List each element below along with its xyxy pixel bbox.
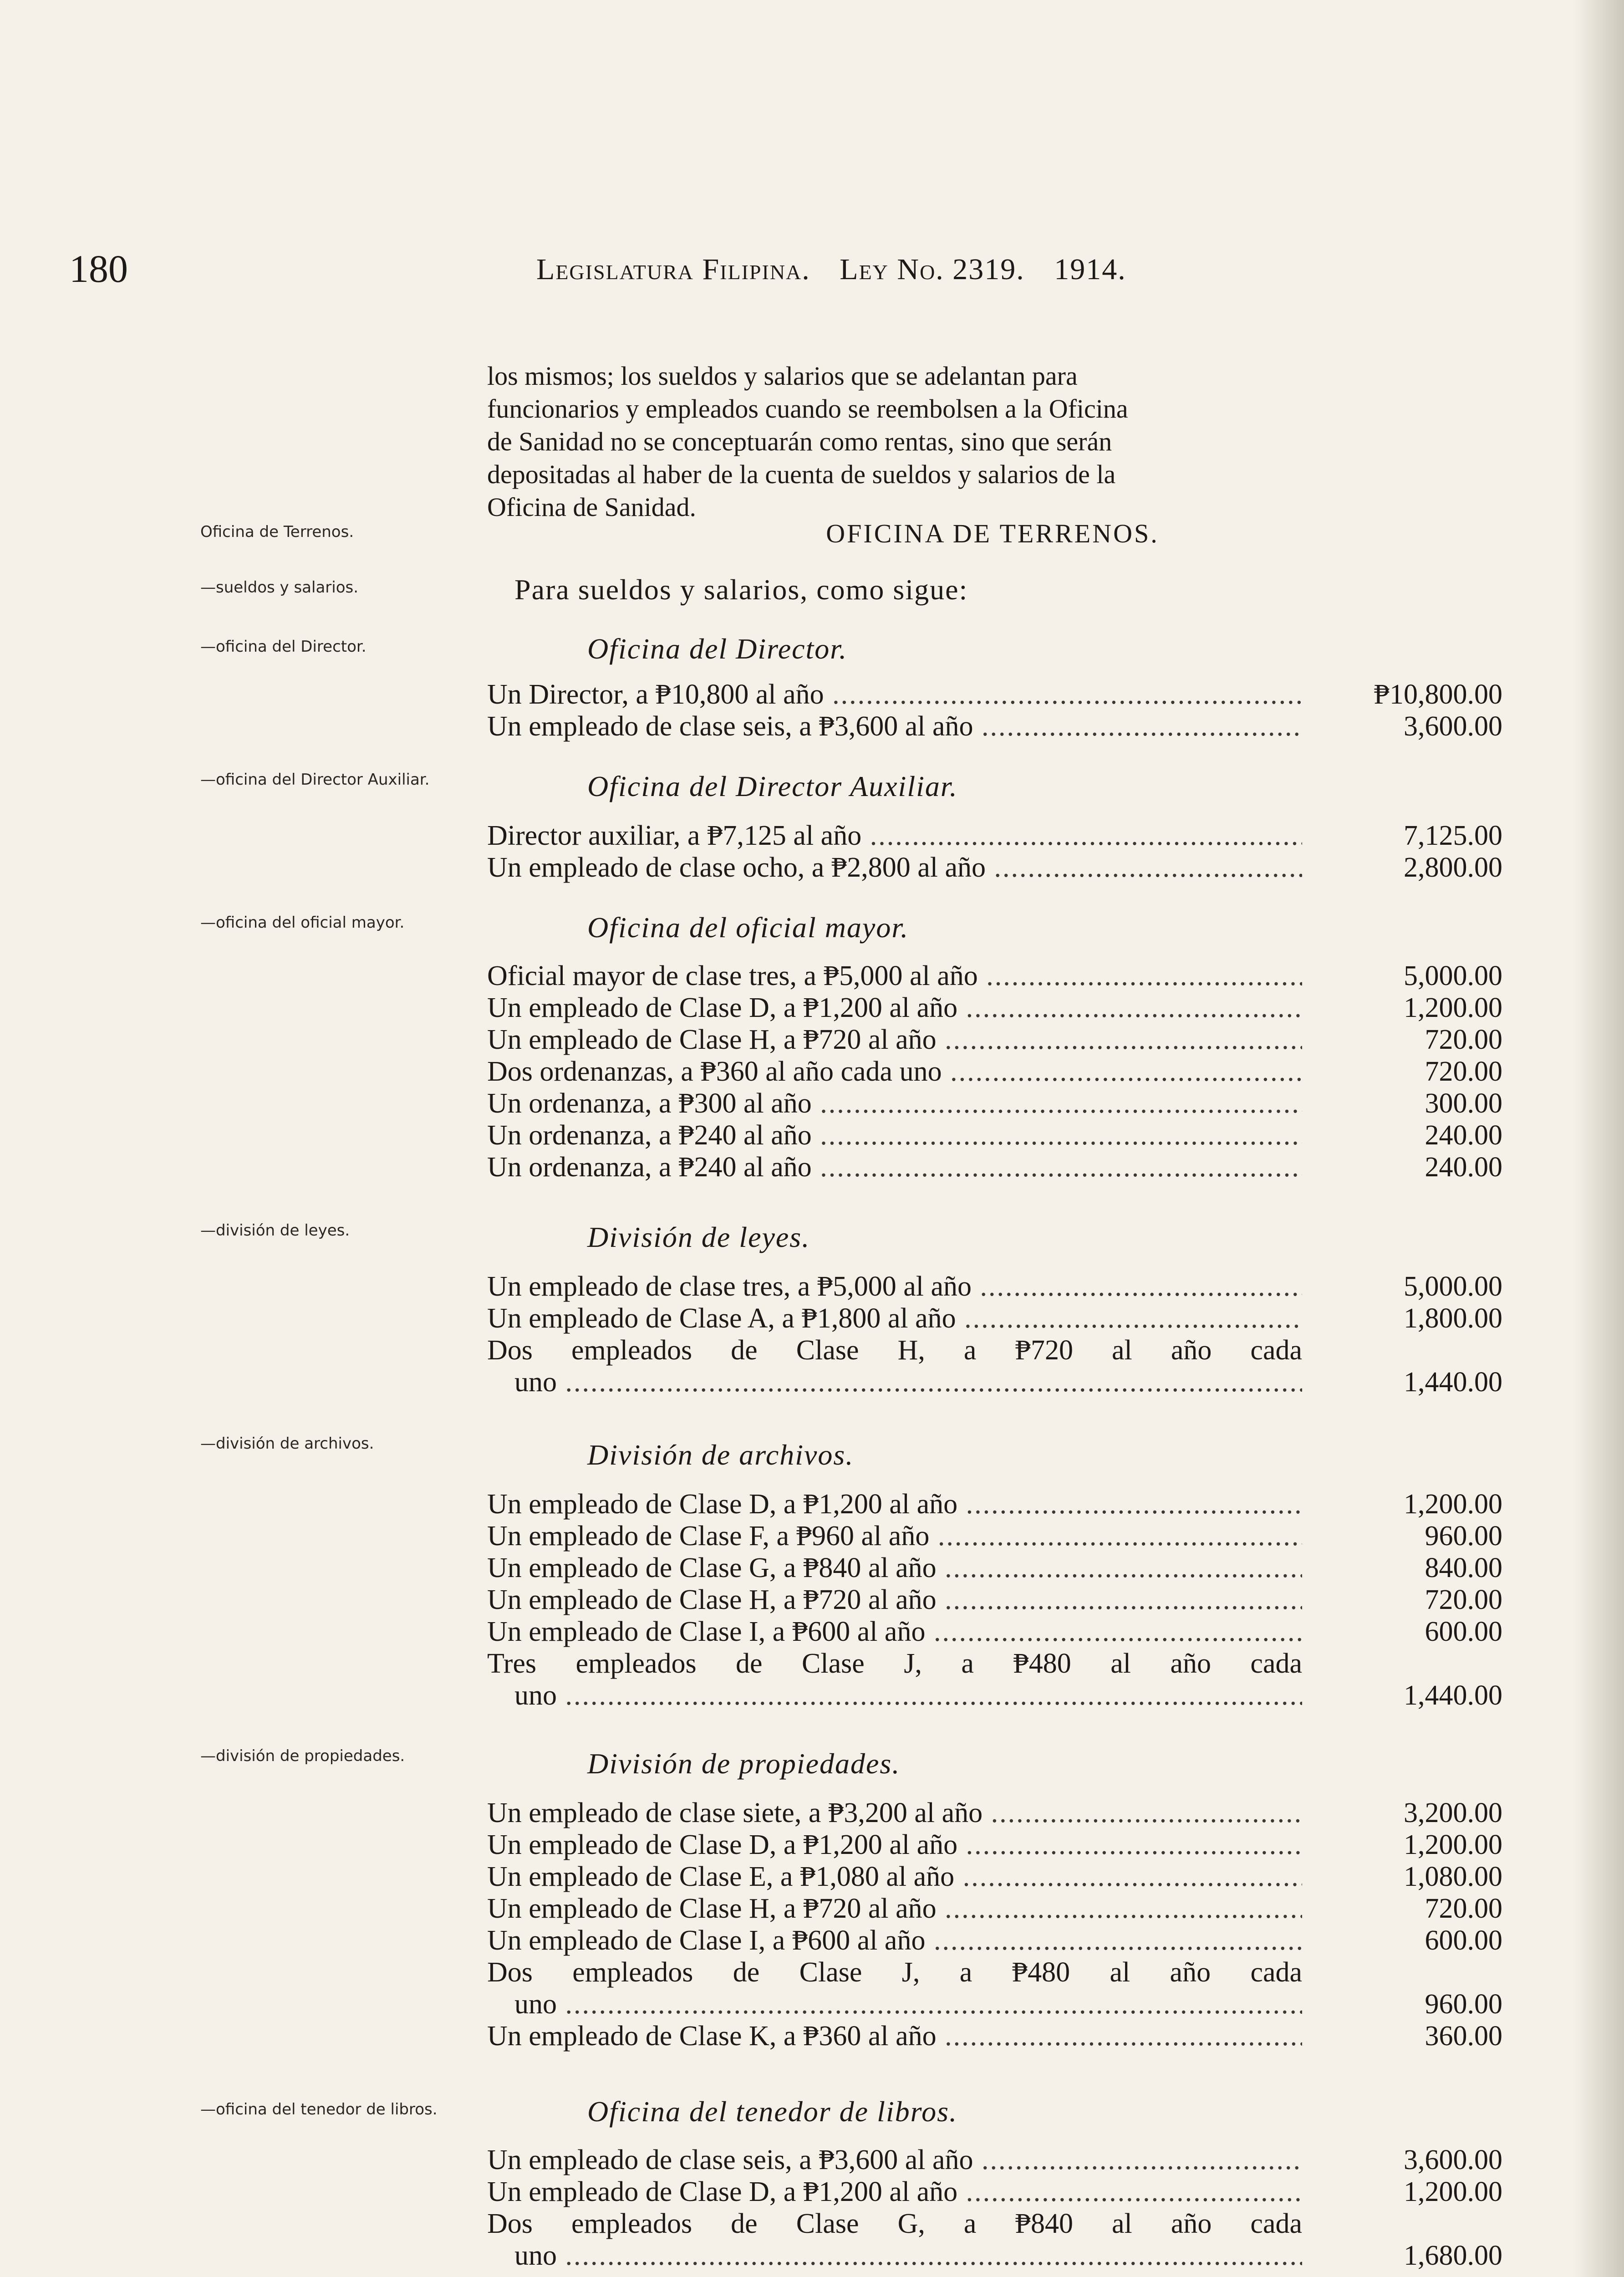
row-amount: 840.00	[1425, 1552, 1502, 1583]
row-description: Un empleado de Clase A, a ₱1,800 al año .....	[487, 1302, 1302, 1334]
row-description: Un ordenanza, a ₱240 al año .....	[487, 1151, 1302, 1183]
row-description: Dos empleados de Clase J, a ₱480 al año cada	[487, 1957, 1302, 1988]
row-amount: 3,600.00	[1404, 2144, 1502, 2175]
row-amount: 1,680.00	[1404, 2240, 1502, 2271]
subsection-title: División de archivos.	[587, 1439, 854, 1471]
table-row	[487, 2144, 1502, 2176]
table-row	[487, 1829, 1502, 1861]
margin-note-oficial-mayor: —oficina del oficial mayor.	[200, 914, 405, 932]
row-amount: 240.00	[1425, 1120, 1502, 1151]
row-amount: 3,200.00	[1404, 1797, 1502, 1828]
row-amount: 960.00	[1425, 1521, 1502, 1552]
intro-line: funcionarios y empleados cuando se reembolsen a la Oficina	[487, 394, 1128, 424]
row-amount: 960.00	[1425, 1989, 1502, 2020]
row-description: Un empleado de Clase D, a ₱1,200 al año .....	[487, 992, 1302, 1024]
row-description: Un empleado de Clase F, a ₱960 al año .....	[487, 1520, 1302, 1552]
row-amount: 1,200.00	[1404, 2176, 1502, 2207]
intro-paragraph	[487, 360, 1498, 524]
intro-line: depositadas al haber de la cuenta de sueldos y salarios de la	[487, 459, 1116, 489]
table-row	[487, 1119, 1502, 1151]
row-amount: 1,440.00	[1404, 1680, 1502, 1711]
table-row	[487, 1302, 1502, 1334]
row-amount: 600.00	[1425, 1925, 1502, 1956]
year: 1914.	[1054, 253, 1126, 286]
row-amount: 720.00	[1425, 1893, 1502, 1924]
table-row	[487, 992, 1502, 1024]
row-description: Un empleado de Clase E, a ₱1,080 al año .....	[487, 1861, 1302, 1893]
row-description: Un empleado de Clase I, a ₱600 al año .....	[487, 1616, 1302, 1648]
margin-note-archivos: —división de archivos.	[200, 1435, 374, 1453]
table-row	[487, 2176, 1502, 2208]
row-amount: 600.00	[1425, 1616, 1502, 1647]
page-edge-shadow	[1574, 0, 1624, 2277]
row-description-continued: uno .....	[514, 1680, 1302, 1711]
table-row	[487, 1024, 1502, 1056]
row-amount: ₱10,800.00	[1374, 679, 1502, 710]
row-description-continued: uno .....	[514, 1366, 1302, 1398]
running-title	[536, 252, 1147, 287]
table-row	[487, 1797, 1502, 1829]
row-description: Un empleado de Clase D, a ₱1,200 al año .....	[487, 1488, 1302, 1520]
row-amount: 1,080.00	[1404, 1861, 1502, 1892]
row-amount: 3,600.00	[1404, 711, 1502, 742]
row-description: Dos empleados de Clase G, a ₱840 al año cada	[487, 2208, 1302, 2239]
subsection-title: Oficina del Director.	[587, 633, 848, 665]
row-description: Un empleado de Clase H, a ₱720 al año .....	[487, 1893, 1302, 1925]
margin-note-director-auxiliar: —oficina del Director Auxiliar.	[200, 771, 430, 789]
row-description: Dos empleados de Clase H, a ₱720 al año cada	[487, 1335, 1302, 1366]
subsection-title: Oficina del tenedor de libros.	[587, 2095, 958, 2128]
table-row	[487, 1334, 1502, 1398]
row-amount: 1,800.00	[1404, 1303, 1502, 1334]
row-description: Un empleado de clase seis, a ₱3,600 al año .....	[487, 2144, 1302, 2176]
row-description-continued: uno .....	[514, 1988, 1302, 2020]
intro-line: de Sanidad no se conceptuarán como rentas, sino que serán	[487, 427, 1112, 456]
margin-note-propiedades: —división de propiedades.	[200, 1747, 405, 1765]
row-description: Un empleado de Clase D, a ₱1,200 al año .....	[487, 2176, 1302, 2208]
table-row	[487, 1271, 1502, 1302]
row-description: Un empleado de Clase H, a ₱720 al año .....	[487, 1584, 1302, 1616]
row-amount: 1,200.00	[1404, 1489, 1502, 1520]
table-row	[487, 852, 1502, 883]
row-amount: 1,200.00	[1404, 1829, 1502, 1860]
row-description: Un empleado de Clase H, a ₱720 al año .....	[487, 1024, 1302, 1056]
table-row	[487, 679, 1502, 710]
table-row	[487, 2208, 1502, 2272]
row-amount: 1,200.00	[1404, 992, 1502, 1023]
para-sueldos: Para sueldos y salarios, como sigue:	[514, 573, 968, 606]
table-row	[487, 1616, 1502, 1648]
row-amount: 720.00	[1425, 1024, 1502, 1055]
row-description: Un empleado de clase seis, a ₱3,600 al año .....	[487, 710, 1302, 742]
row-description: Un empleado de Clase G, a ₱840 al año .....	[487, 1552, 1302, 1584]
row-description: Un empleado de Clase I, a ₱600 al año .....	[487, 1925, 1302, 1956]
subsection-title: Oficina del oficial mayor.	[587, 911, 909, 944]
row-amount: 5,000.00	[1404, 960, 1502, 991]
table-row	[487, 820, 1502, 852]
margin-note-director: —oficina del Director.	[200, 638, 367, 656]
table-row	[487, 710, 1502, 742]
table-row	[487, 1056, 1502, 1087]
table-row	[487, 960, 1502, 992]
row-description: Un empleado de Clase K, a ₱360 al año .....	[487, 2020, 1302, 2052]
table-row	[487, 1584, 1502, 1616]
table-row	[487, 2020, 1502, 2052]
table-row	[487, 1552, 1502, 1584]
margin-note-leyes: —división de leyes.	[200, 1221, 350, 1240]
table-row	[487, 1087, 1502, 1119]
row-amount: 720.00	[1425, 1056, 1502, 1087]
table-row	[487, 1893, 1502, 1925]
margin-note-tenedor: —oficina del tenedor de libros.	[200, 2100, 438, 2119]
row-amount: 720.00	[1425, 1584, 1502, 1615]
row-description: Un Director, a ₱10,800 al año .....	[487, 679, 1302, 710]
law-number: Ley No. 2319.	[840, 253, 1025, 286]
row-description: Oficial mayor de clase tres, a ₱5,000 al año .....	[487, 960, 1302, 992]
intro-line: Oficina de Sanidad.	[487, 492, 697, 522]
table-row	[487, 1648, 1502, 1711]
subsection-title: División de leyes.	[587, 1221, 810, 1253]
row-amount: 1,440.00	[1404, 1367, 1502, 1398]
row-amount: 5,000.00	[1404, 1271, 1502, 1302]
row-amount: 300.00	[1425, 1088, 1502, 1119]
legislature-title: Legislatura Filipina.	[536, 253, 810, 286]
row-description: Un ordenanza, a ₱300 al año .....	[487, 1087, 1302, 1119]
row-amount: 2,800.00	[1404, 852, 1502, 883]
table-row	[487, 1956, 1502, 2020]
table-row	[487, 1488, 1502, 1520]
page-number: 180	[69, 247, 128, 291]
intro-line: los mismos; los sueldos y salarios que se adelantan para	[487, 361, 1078, 391]
subsection-title: División de propiedades.	[587, 1747, 901, 1780]
margin-note-sueldos: —sueldos y salarios.	[200, 578, 359, 597]
row-description: Un empleado de clase siete, a ₱3,200 al año .....	[487, 1797, 1302, 1829]
row-description: Un empleado de clase ocho, a ₱2,800 al año .....	[487, 852, 1302, 883]
row-description: Tres empleados de Clase J, a ₱480 al año cada	[487, 1648, 1302, 1679]
row-description: Director auxiliar, a ₱7,125 al año .....	[487, 820, 1302, 852]
row-description-continued: uno .....	[514, 2240, 1302, 2272]
margin-note-terrenos: Oficina de Terrenos.	[200, 523, 354, 541]
running-header	[0, 246, 1624, 296]
row-amount: 360.00	[1425, 2021, 1502, 2052]
row-description: Un empleado de clase tres, a ₱5,000 al año .....	[487, 1271, 1302, 1302]
table-row	[487, 1925, 1502, 1956]
row-description: Un empleado de Clase D, a ₱1,200 al año .....	[487, 1829, 1302, 1861]
row-description: Dos ordenanzas, a ₱360 al año cada uno .....	[487, 1056, 1302, 1087]
table-row	[487, 1861, 1502, 1893]
row-amount: 240.00	[1425, 1152, 1502, 1183]
table-row	[487, 1151, 1502, 1183]
row-description: Un ordenanza, a ₱240 al año .....	[487, 1119, 1302, 1151]
row-amount: 7,125.00	[1404, 820, 1502, 851]
table-row	[487, 1520, 1502, 1552]
subsection-title: Oficina del Director Auxiliar.	[587, 770, 958, 802]
section-title: OFICINA DE TERRENOS.	[826, 519, 1159, 548]
